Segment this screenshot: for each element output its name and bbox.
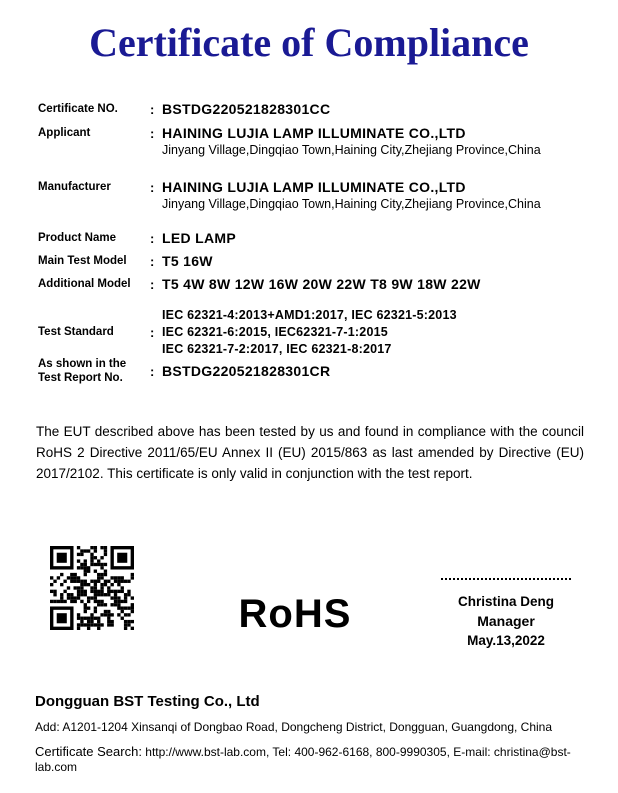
field-value: T5 4W 8W 12W 16W 20W 22W T8 9W 18W 22W	[162, 276, 481, 292]
colon-separator: :	[150, 277, 155, 292]
field-value: BSTDG220521828301CR	[162, 362, 331, 379]
signature-date: May.13,2022	[467, 633, 545, 648]
field-value-group	[162, 125, 584, 158]
compliance-statement: The EUT described above has been tested by us and found in compliance with the council RoHS 2 Directive 2011/65/EU Annex II (EU) 2015/863 as last amended by Directive (EU) 2017/2102. This certificate is only valid in conjunction with the test report.	[36, 424, 584, 481]
field-label: Main Test Model	[38, 255, 127, 267]
field-address: Jinyang Village,Dingqiao Town,Haining City,Zhejiang Province,China	[162, 197, 541, 211]
colon-separator: :	[150, 180, 155, 195]
field-value-group	[162, 179, 584, 212]
footer	[35, 692, 588, 775]
lab-company-name: Dongguan BST Testing Co., Ltd	[35, 693, 260, 710]
colon-separator: :	[150, 102, 155, 117]
field-label	[38, 357, 150, 385]
colon-separator: :	[150, 126, 155, 141]
field-additional-model	[38, 276, 584, 293]
field-product-name	[38, 230, 584, 247]
field-main-test-model	[38, 253, 584, 270]
field-test-standard	[38, 307, 584, 358]
field-value: LED LAMP	[162, 230, 236, 246]
certificate-title: Certificate of Compliance	[89, 20, 529, 65]
field-label: Applicant	[38, 127, 91, 139]
field-label: Additional Model	[38, 278, 131, 290]
field-value-group	[162, 307, 584, 358]
signer-name: Christina Deng	[457, 594, 554, 609]
field-applicant	[38, 125, 584, 158]
field-address: Jinyang Village,Dingqiao Town,Haining City,Zhejiang Province,China	[162, 143, 541, 157]
field-label-line1: As shown in the	[38, 358, 127, 370]
test-standard-line: IEC 62321-4:2013+AMD1:2017, IEC 62321-5:2013	[162, 308, 457, 322]
certificate-search-label: Certificate Search:	[35, 744, 142, 759]
field-certificate-no	[38, 101, 584, 118]
test-standard-line: IEC 62321-6:2015, IEC62321-7-1:2015	[162, 325, 388, 339]
field-label: Manufacturer	[38, 181, 111, 193]
qr-code	[50, 546, 134, 630]
signature-line	[441, 578, 571, 580]
certificate-search-value: http://www.bst-lab.com, Tel: 400-962-6168, 800-9990305, E-mail: christina@bst-lab.com	[35, 745, 571, 774]
field-label: Certificate NO.	[38, 103, 118, 115]
field-test-report-no	[38, 357, 584, 385]
field-manufacturer	[38, 179, 584, 212]
field-label-line2: Test Report No.	[38, 372, 123, 384]
lab-address: Add: A1201-1204 Xinsanqi of Dongbao Road, Dongcheng District, Dongguan, Guangdong, China	[35, 720, 553, 734]
rohs-mark: RoHS	[238, 592, 352, 636]
field-label: Product Name	[38, 232, 116, 244]
colon-separator: :	[150, 254, 155, 269]
field-value: BSTDG220521828301CC	[162, 101, 331, 117]
colon-separator: :	[150, 231, 155, 246]
field-value: HAINING LUJIA LAMP ILLUMINATE CO.,LTD	[162, 179, 466, 195]
certificate-search-line	[35, 744, 588, 775]
field-value: HAINING LUJIA LAMP ILLUMINATE CO.,LTD	[162, 125, 466, 141]
colon-separator: :	[150, 363, 155, 379]
test-standard-line: IEC 62321-7-2:2017, IEC 62321-8:2017	[162, 342, 392, 356]
field-value: T5 16W	[162, 253, 213, 269]
field-label: Test Standard	[38, 326, 114, 338]
colon-separator: :	[150, 325, 155, 340]
signer-title: Manager	[477, 613, 535, 629]
signature-block	[441, 578, 571, 650]
